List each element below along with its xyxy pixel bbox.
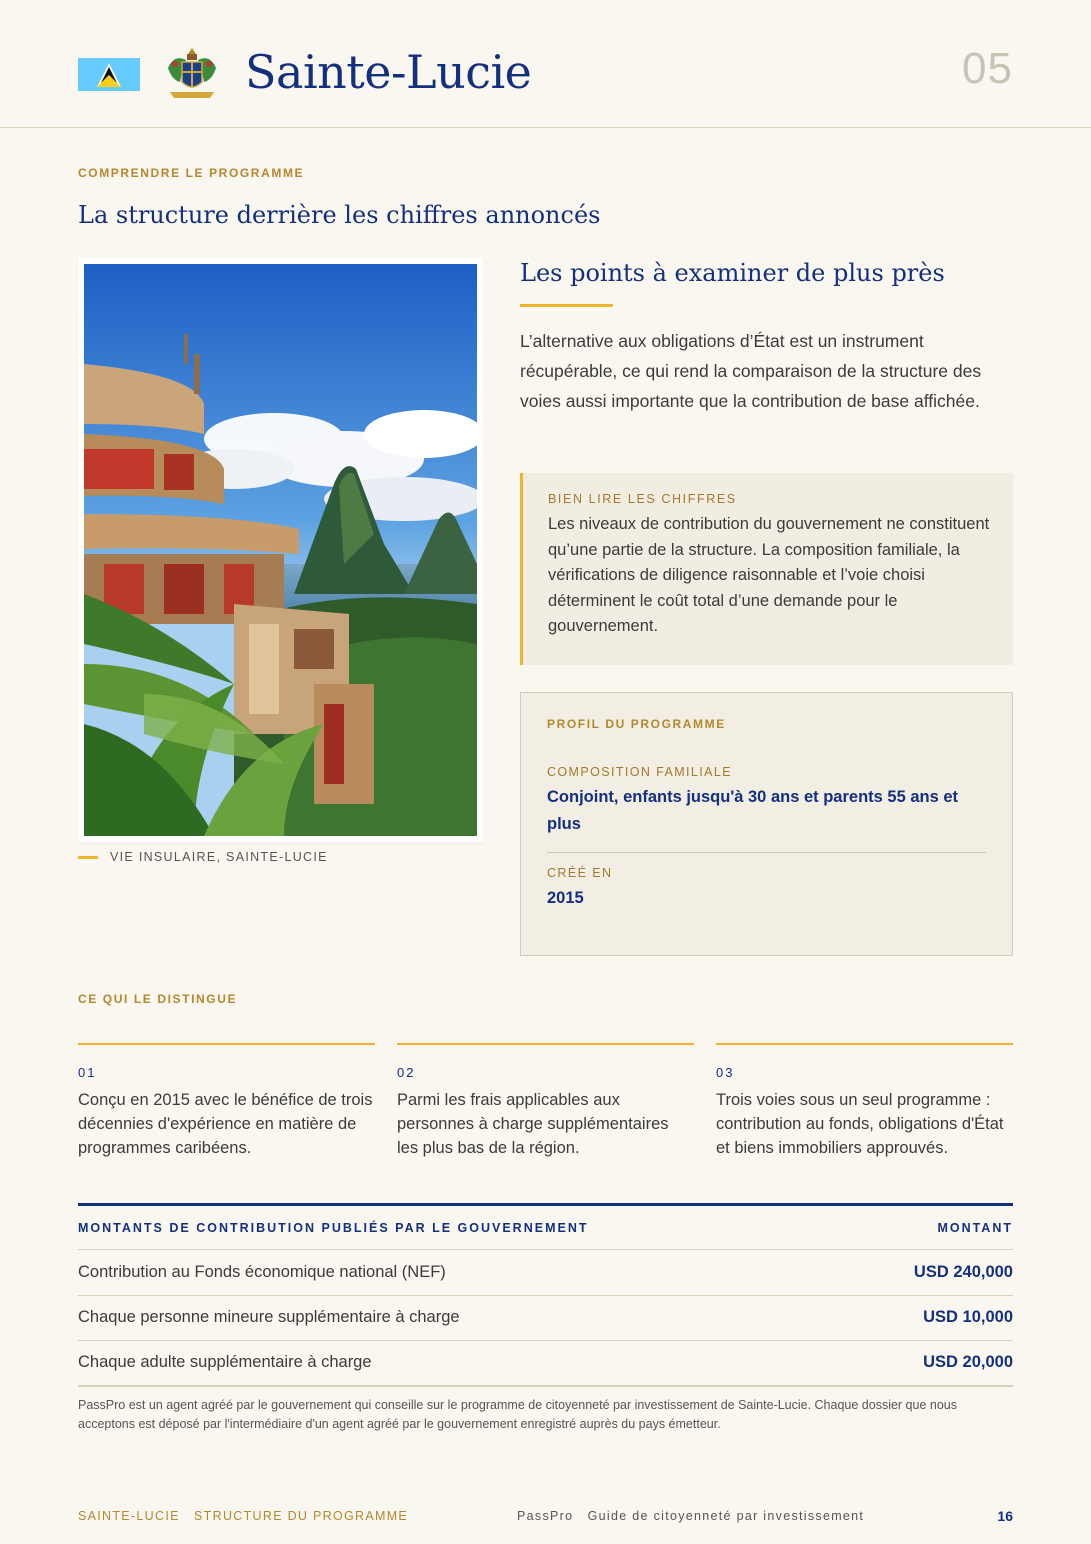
- numbers-callout: [520, 473, 1013, 665]
- distinction-number: 02: [397, 1065, 416, 1080]
- country-title: Sainte-Lucie: [245, 45, 532, 99]
- points-title: Les points à examiner de plus près: [520, 259, 945, 287]
- row-label: Chaque adulte supplémentaire à charge: [78, 1353, 372, 1372]
- island-photo: [78, 258, 483, 842]
- contribution-table: [78, 1203, 1013, 1387]
- table-header: [78, 1206, 1013, 1250]
- profile-divider: [547, 852, 986, 853]
- caption-text: VIE INSULAIRE, SAINTE-LUCIE: [110, 850, 328, 864]
- family-label: COMPOSITION FAMILIALE: [547, 765, 732, 779]
- header-amount: MONTANT: [937, 1220, 1013, 1235]
- row-label: Contribution au Fonds économique national (NEF): [78, 1262, 446, 1281]
- section-eyebrow: COMPRENDRE LE PROGRAMME: [78, 166, 305, 180]
- program-profile-card: [520, 692, 1013, 956]
- distinction-text: Parmi les frais applicables aux personnes à charge supplémentaires les plus bas de la région.: [397, 1091, 669, 1157]
- row-amount: USD 20,000: [923, 1353, 1013, 1372]
- points-paragraph: L’alternative aux obligations d’État est un instrument récupérable, ce qui rend la comparaison de la structure des voies aussi importante que la contribution de base affichée.: [520, 331, 982, 411]
- disclaimer-text: PassPro est un agent agréé par le gouvernement qui conseille sur le programme de citoyenneté par investissement de Sainte-Lucie. Chaque dossier que nous acceptons est déposé par l'intermédiaire d'un agent agréé par le gouvernement enregistré auprès du pays émetteur.: [78, 1398, 957, 1431]
- footer-section: SAINTE-LUCIE STRUCTURE DU PROGRAMME: [78, 1509, 409, 1523]
- created-label: CRÉÉ EN: [547, 866, 613, 880]
- distinction-number: 03: [716, 1065, 735, 1080]
- section-title: La structure derrière les chiffres annoncés: [78, 201, 601, 229]
- row-amount: USD 10,000: [923, 1308, 1013, 1327]
- photo-caption: [78, 850, 328, 864]
- distinction-item: [78, 1043, 375, 1160]
- page-footer: [78, 1509, 1013, 1529]
- footer-guide: PassPro Guide de citoyenneté par investissement: [517, 1509, 865, 1523]
- title-underline: [520, 304, 613, 307]
- caption-dash: [78, 856, 98, 859]
- profile-title: PROFIL DU PROGRAMME: [547, 717, 726, 731]
- header-description: MONTANTS DE CONTRIBUTION PUBLIÉS PAR LE GOUVERNEMENT: [78, 1220, 589, 1235]
- distinction-item: [397, 1043, 694, 1160]
- family-value: Conjoint, enfants jusqu'à 30 ans et parents 55 ans et plus: [547, 788, 959, 833]
- resort-pitons-image: [84, 264, 477, 836]
- distinction-number: 01: [78, 1065, 97, 1080]
- distinction-item: [716, 1043, 1013, 1160]
- section-number: 05: [962, 44, 1013, 93]
- row-label: Chaque personne mineure supplémentaire à charge: [78, 1308, 460, 1327]
- footer-page-number: 16: [997, 1508, 1013, 1524]
- distinction-text: Conçu en 2015 avec le bénéfice de trois décennies d'expérience en matière de programmes caribéens.: [78, 1091, 373, 1157]
- page-header: [0, 0, 1091, 128]
- table-row: [78, 1341, 1013, 1387]
- coat-of-arms-icon: [160, 44, 224, 104]
- created-value: 2015: [547, 889, 584, 907]
- distinction-text: Trois voies sous un seul programme : contribution au fonds, obligations d'État et biens immobiliers approuvés.: [716, 1091, 1004, 1157]
- distinctions-eyebrow: CE QUI LE DISTINGUE: [78, 992, 238, 1006]
- callout-text: Les niveaux de contribution du gouvernement ne constituent qu’une partie de la structure. La composition familiale, la vérifications de diligence raisonnable et l’voie choisi déterminent le coût total d’une demande pour le gouvernement.: [548, 515, 990, 635]
- table-row: [78, 1250, 1013, 1296]
- table-row: [78, 1296, 1013, 1342]
- distinctions-list: [78, 1043, 1013, 1160]
- callout-label: BIEN LIRE LES CHIFFRES: [548, 492, 737, 506]
- row-amount: USD 240,000: [913, 1262, 1013, 1281]
- saint-lucia-flag-icon: [78, 58, 140, 91]
